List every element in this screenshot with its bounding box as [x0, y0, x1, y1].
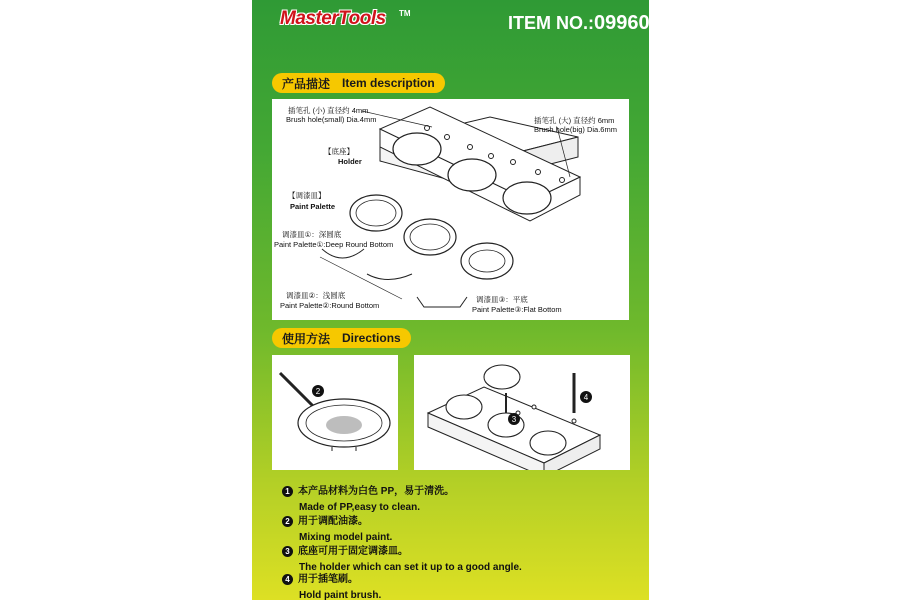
description-heading-cn: 产品描述 — [282, 76, 331, 91]
direction-number-1: 1 — [282, 486, 293, 497]
direction-item-3 — [282, 542, 522, 573]
holder-label-cn: 【底座】 — [324, 147, 354, 156]
item-number-value: 09960 — [594, 12, 650, 34]
direction-4-en: Hold paint brush. — [299, 590, 382, 601]
palette-label-cn: 【调漆皿】 — [288, 191, 326, 200]
directions-panel-holder — [414, 355, 630, 470]
direction-3-en: The holder which can set it up to a good angle. — [299, 562, 522, 573]
brush-hole-big-en: Brush hole(big) Dia.6mm — [534, 125, 617, 134]
holder-illustration — [414, 355, 630, 470]
direction-2-cn: 用于调配油漆。 — [298, 516, 368, 527]
palette-label-en: Paint Palette — [290, 202, 336, 211]
brush-hole-small-cn: 插笔孔 (小) 直径约 4mm — [288, 106, 369, 115]
description-heading-en: Item description — [342, 76, 435, 90]
directions-heading-cn: 使用方法 — [282, 331, 331, 346]
directions-heading — [272, 328, 411, 348]
palette-1-en: Paint Palette①:Deep Round Bottom — [274, 240, 394, 249]
direction-2-en: Mixing model paint. — [299, 532, 393, 543]
palette-2-en: Paint Palette②:Round Bottom — [280, 301, 380, 310]
direction-item-1 — [282, 482, 454, 513]
directions-panel-mixing — [272, 355, 398, 470]
brand-logo: MasterTools — [280, 8, 386, 29]
palette-2-cn: 调漆皿②：浅圆底 — [286, 291, 346, 300]
palette-3-cn: 调漆皿③：平底 — [476, 295, 528, 304]
brush-hole-big-cn: 插笔孔 (大) 直径约 6mm — [534, 116, 615, 125]
brush-hole-small-en: Brush hole(small) Dia.4mm — [286, 115, 377, 124]
callout-4: 4 — [583, 393, 589, 402]
callout-3: 3 — [511, 415, 517, 424]
callout-2: 2 — [315, 387, 321, 396]
palette-1-cn: 调漆皿①：深圆底 — [282, 230, 342, 239]
directions-heading-en: Directions — [342, 331, 401, 345]
description-panel — [272, 99, 629, 320]
direction-number-4: 4 — [282, 574, 293, 585]
trademark-mark: TM — [399, 9, 411, 18]
mixing-illustration — [272, 355, 398, 470]
direction-item-2 — [282, 512, 392, 543]
description-heading — [272, 73, 445, 93]
palette-3-en: Paint Palette③:Flat Bottom — [472, 305, 562, 314]
direction-item-4 — [282, 570, 381, 601]
item-number-label: ITEM NO.: — [508, 13, 594, 33]
direction-4-cn: 用于插笔刷。 — [298, 574, 358, 585]
holder-label-en: Holder — [338, 157, 362, 166]
direction-number-3: 3 — [282, 546, 293, 557]
direction-number-2: 2 — [282, 516, 293, 527]
direction-3-cn: 底座可用于固定调漆皿。 — [298, 546, 408, 557]
item-number — [508, 12, 650, 35]
direction-1-cn: 本产品材料为白色 PP，易于清洗。 — [298, 486, 455, 497]
direction-1-en: Made of PP,easy to clean. — [299, 502, 420, 513]
